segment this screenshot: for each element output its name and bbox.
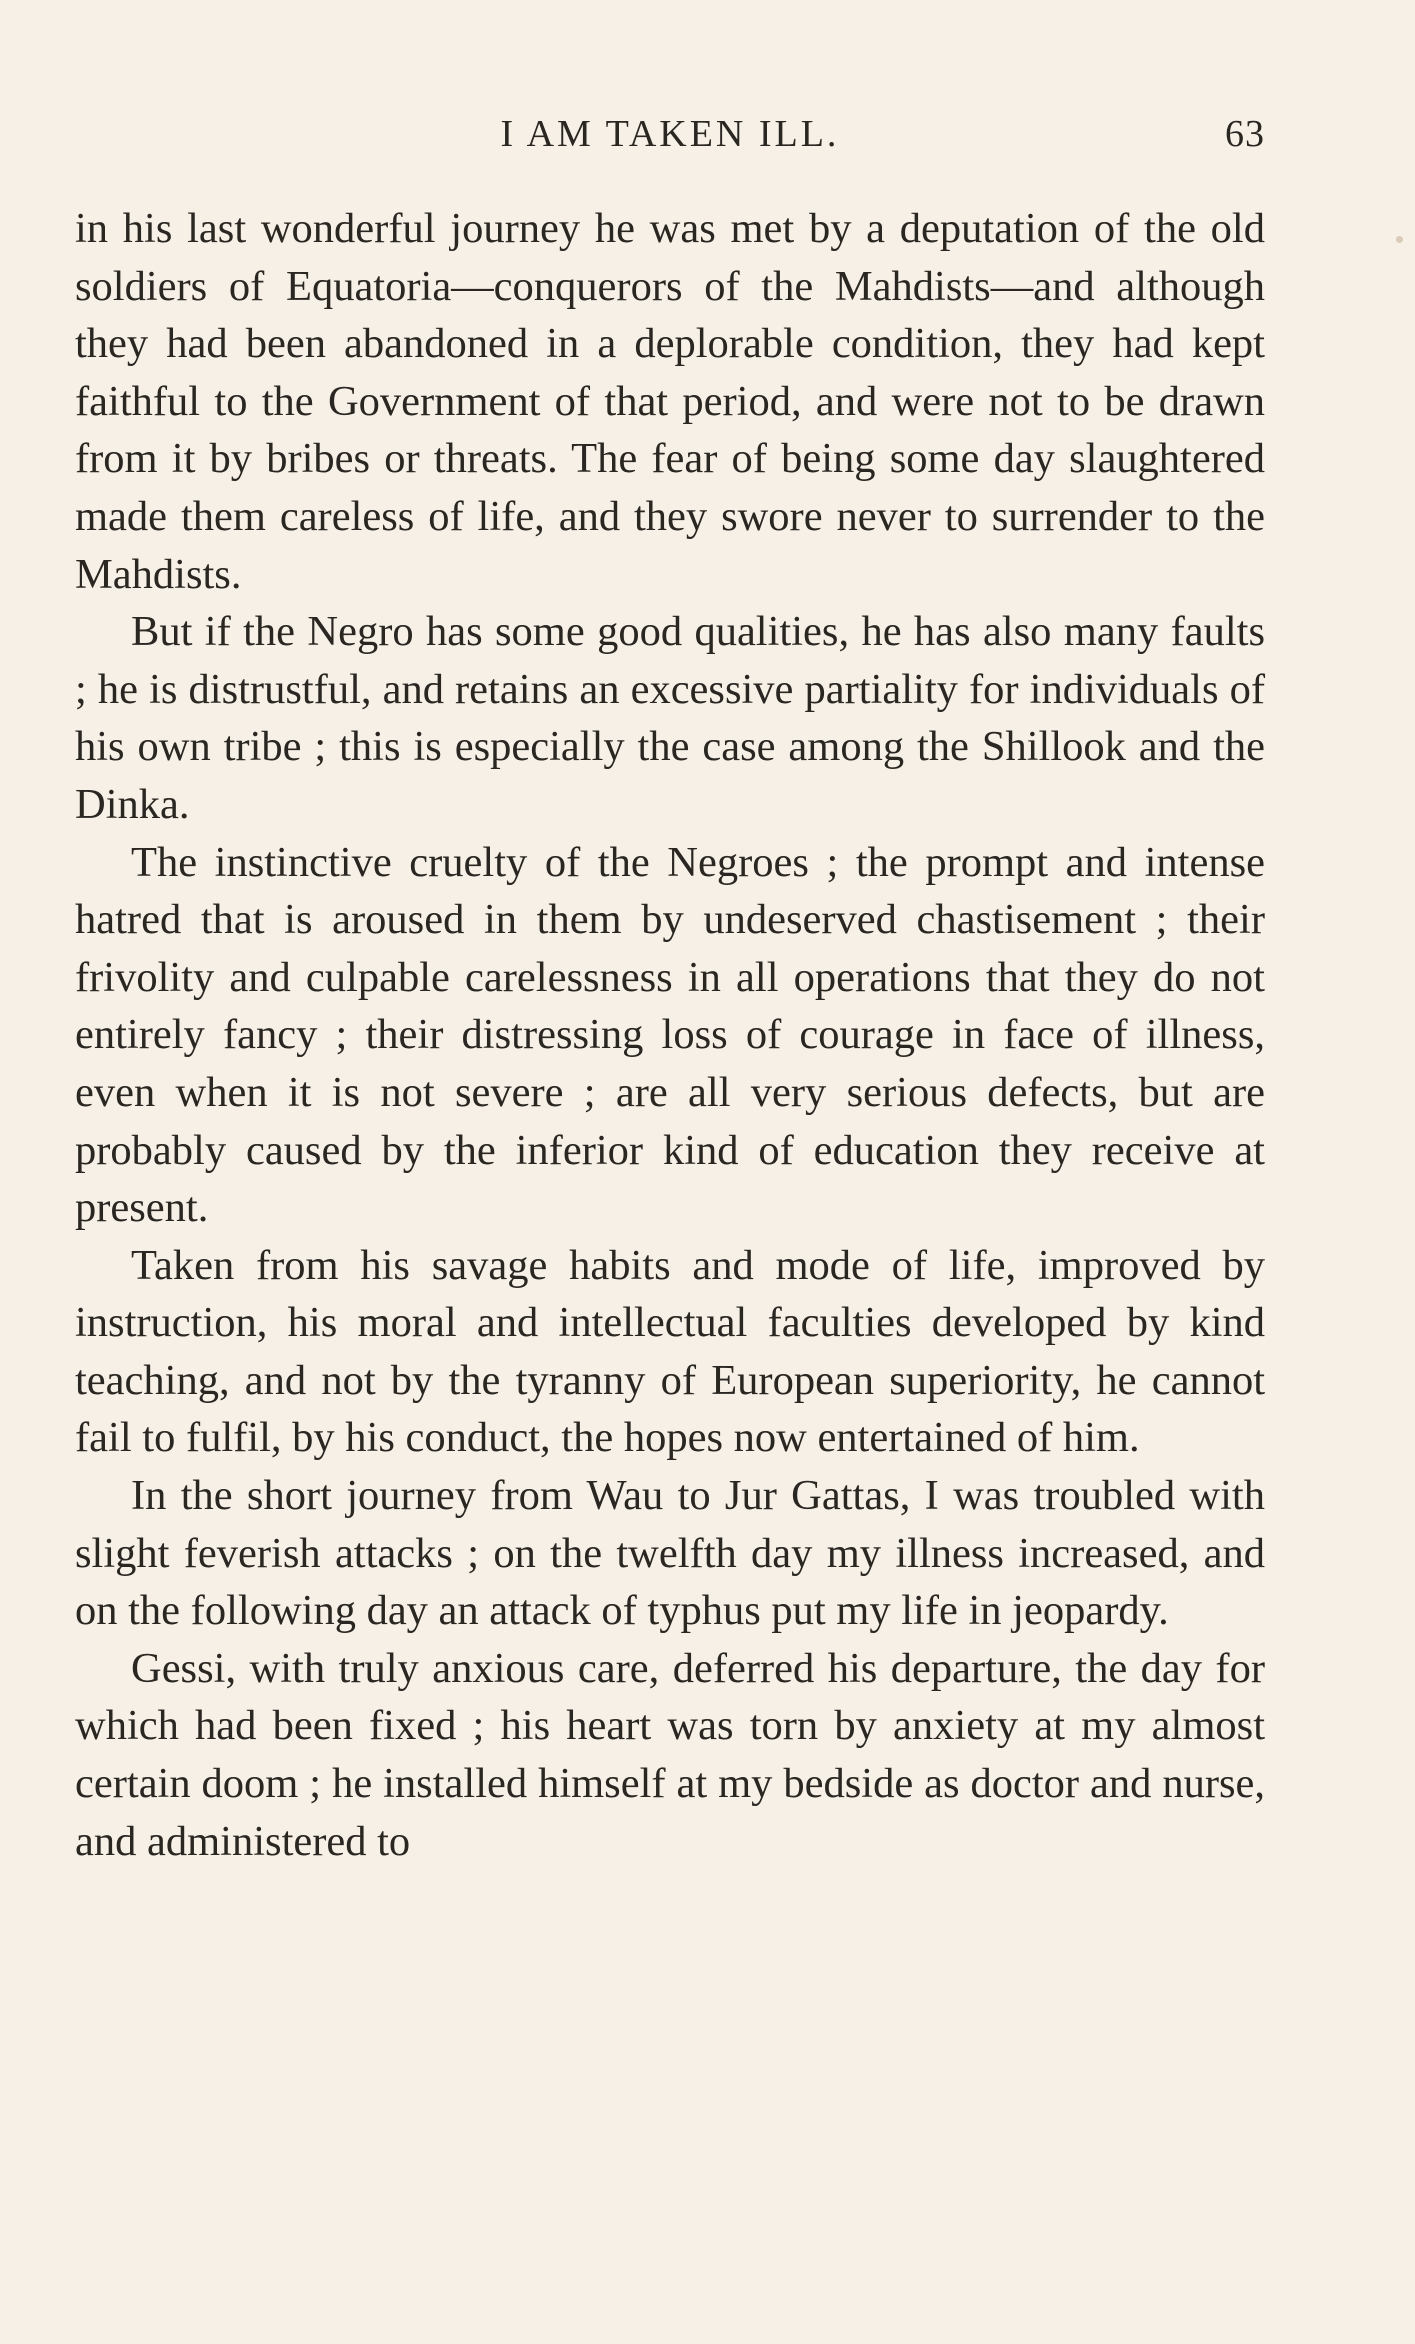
running-head xyxy=(75,112,1265,162)
paragraph-2: But if the Negro has some good qualities, he has also many faults ; he is distrustful, and retains an excessive partiality for individuals of his own tribe ; this is especially the case among the Shillook and the Dinka. xyxy=(75,608,1265,828)
page-number: 63 xyxy=(1225,113,1265,155)
paragraph-4: Taken from his savage habits and mode of life, improved by instruction, his moral and intellectual faculties developed by kind teaching, and not by the tyranny of European superiority, he cannot fail to fulfil, by his conduct, the hopes now entertained of him. xyxy=(75,1241,1265,1462)
paper-speck xyxy=(1396,236,1403,243)
paragraph-3: The instinctive cruelty of the Negroes ; the prompt and intense hatred that is aroused in them by undeserved chastisement ; their frivolity and culpable carelessness in all operations that they do not entirely fancy ; their distressing loss of courage in face of illness, even when it is not severe ; are all very serious defects, but are probably caused by the inferior kind of education they receive at present. xyxy=(75,838,1265,1232)
paragraph-6: Gessi, with truly anxious care, deferred his departure, the day for which had been fixed ; his heart was torn by anxiety at my almost certain doom ; he installed himself at my bedside as doctor and nurse, and administered to xyxy=(75,1644,1265,1865)
body-text xyxy=(75,200,1265,1870)
paragraph-1: in his last wonderful journey he was met by a deputation of the old soldiers of Equatoria—conquerors of the Mahdists—and although they had been abandoned in a deplorable condition, they had kept faithful to the Government of that period, and were not to be drawn from it by bribes or threats. The fear of being some day slaughtered made them careless of life, and they swore never to surrender to the Mahdists. xyxy=(75,205,1265,598)
paragraph-5: In the short journey from Wau to Jur Gattas, I was troubled with slight feverish attacks ; on the twelfth day my illness increased, and on the following day an attack of typhus put my life in jeopardy. xyxy=(75,1472,1265,1635)
running-title: I AM TAKEN ILL. xyxy=(500,113,840,155)
